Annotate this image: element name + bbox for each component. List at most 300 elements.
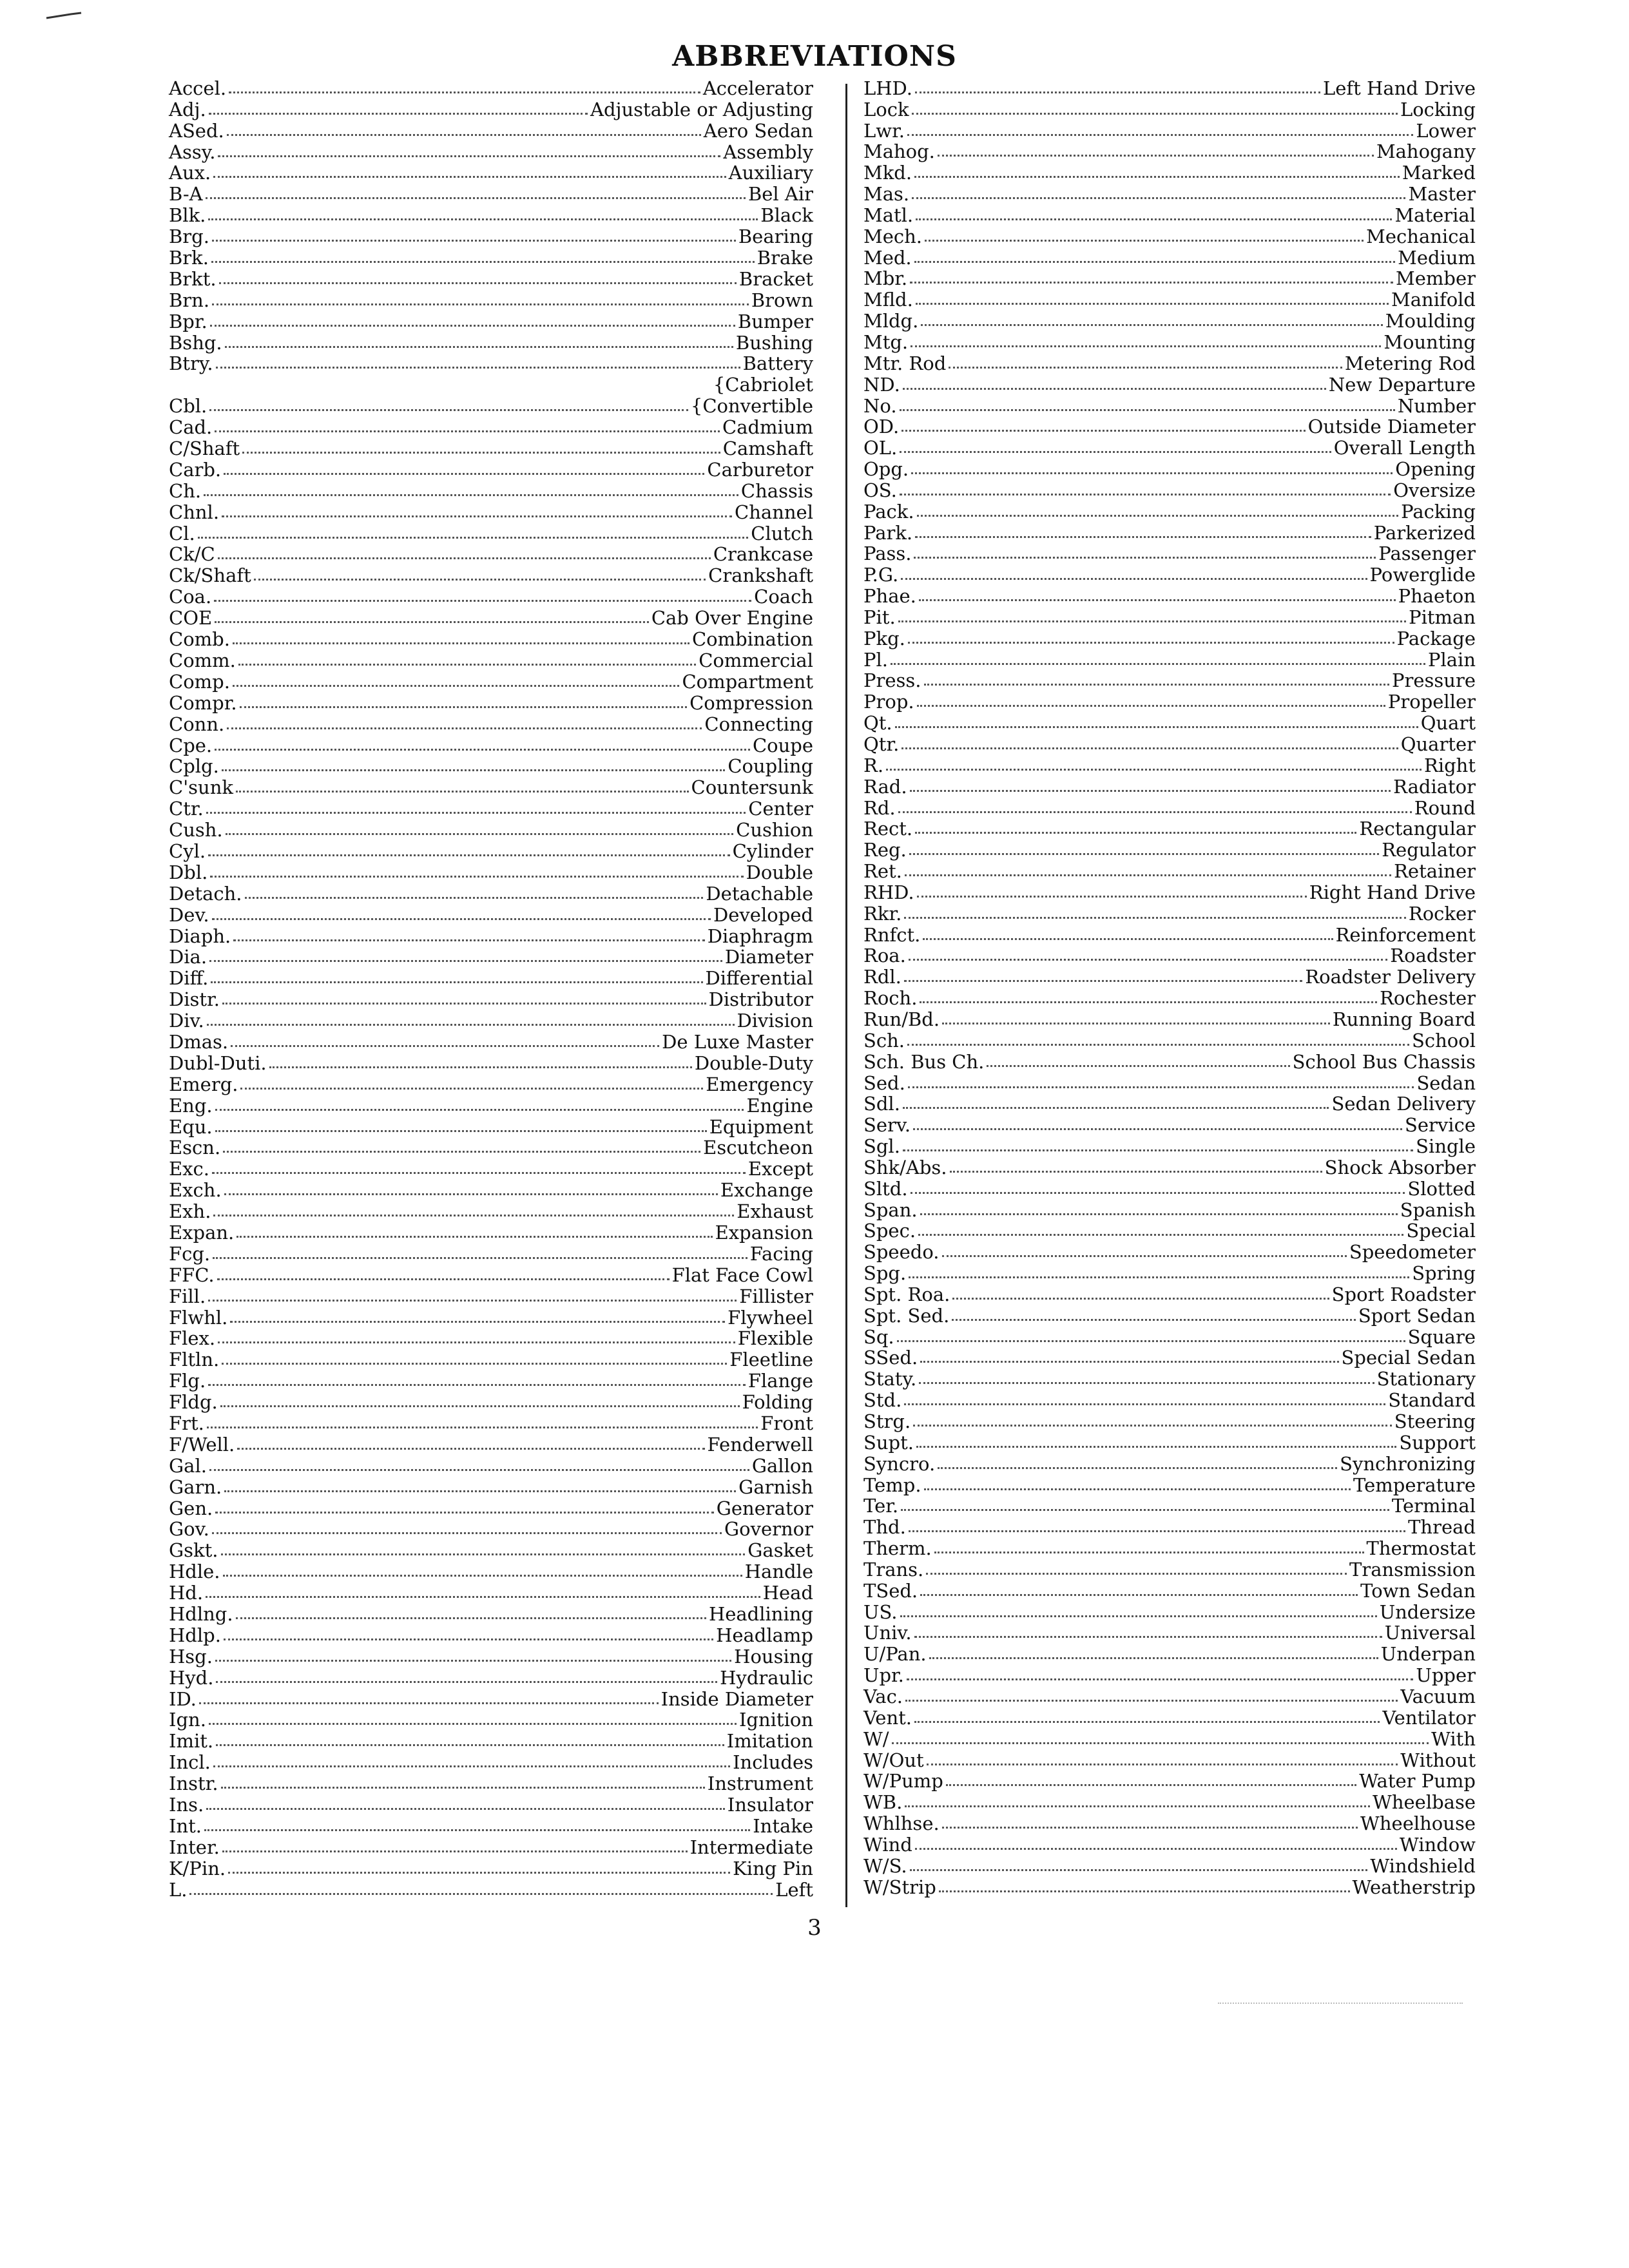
dot-leader: [210, 875, 743, 878]
abbreviation-term: Run/Bd.: [863, 1008, 940, 1030]
abbreviation-entry: [863, 839, 1476, 860]
abbreviation-entry: [863, 649, 1476, 670]
dot-leader: [901, 577, 1367, 580]
abbreviation-entry: [169, 883, 813, 904]
abbreviation-entry: [863, 99, 1476, 120]
abbreviation-term: Imit.: [169, 1730, 214, 1753]
dot-leader: [942, 1022, 1330, 1024]
abbreviation-meaning: Master: [1408, 183, 1476, 206]
abbreviation-term: Sch. Bus Ch.: [863, 1050, 985, 1073]
abbreviation-term: Syncro.: [863, 1452, 936, 1475]
abbreviation-term: L.: [169, 1878, 188, 1901]
abbreviation-term: Ret.: [863, 860, 902, 883]
dot-leader: [240, 706, 687, 708]
dot-leader: [915, 535, 1371, 538]
abbreviation-entry: [863, 1686, 1476, 1707]
abbreviation-meaning: De Luxe Master: [662, 1030, 813, 1053]
dot-leader: [920, 1001, 1377, 1003]
abbreviation-entry: [863, 162, 1476, 183]
abbreviation-entry: [863, 1664, 1476, 1686]
abbreviation-entry: [863, 860, 1476, 881]
abbreviation-term: Adj.: [169, 98, 206, 120]
abbreviation-meaning: Expansion: [715, 1221, 813, 1244]
abbreviation-entry: [863, 585, 1476, 606]
dot-leader: [914, 1720, 1380, 1723]
abbreviation-term: OD.: [863, 416, 900, 438]
abbreviation-term: Dev.: [169, 903, 209, 926]
abbreviation-meaning: Except: [747, 1158, 813, 1180]
abbreviation-meaning: Medium: [1398, 246, 1476, 269]
abbreviation-meaning: Window: [1399, 1833, 1476, 1856]
abbreviation-meaning: Metering Rod: [1344, 352, 1476, 374]
abbreviation-term: OS.: [863, 479, 897, 501]
abbreviation-meaning: Hydraulic: [720, 1666, 813, 1689]
abbreviation-meaning: {Convertible: [690, 395, 813, 418]
abbreviation-term: Roa.: [863, 945, 906, 967]
abbreviation-term: Press.: [863, 669, 921, 692]
abbreviation-meaning: Cylinder: [732, 840, 813, 862]
abbreviation-term: Detach.: [169, 882, 242, 905]
dot-leader: [237, 1447, 704, 1450]
abbreviation-entry: [863, 628, 1476, 649]
abbreviation-term: Exc.: [169, 1158, 209, 1180]
dot-leader: [218, 557, 711, 559]
abbreviation-term: Dbl.: [169, 861, 208, 883]
abbreviation-term: Sed.: [863, 1072, 905, 1094]
abbreviation-term: Pl.: [863, 648, 889, 671]
abbreviation-entry: [169, 798, 813, 819]
abbreviation-term: Comp.: [169, 670, 230, 693]
dot-leader: [952, 1297, 1329, 1300]
abbreviation-meaning: Right: [1423, 754, 1476, 776]
abbreviation-meaning: Special: [1406, 1220, 1476, 1242]
abbreviation-entry: [863, 1093, 1476, 1115]
abbreviation-term: Shk/Abs.: [863, 1156, 947, 1178]
abbreviation-entry: [863, 1347, 1476, 1369]
abbreviation-term: F/Well.: [169, 1433, 235, 1456]
abbreviation-term: Comm.: [169, 649, 236, 671]
abbreviation-term: Brkt.: [169, 267, 217, 290]
abbreviation-meaning: Stationary: [1376, 1368, 1476, 1390]
abbreviation-entry: [169, 756, 813, 777]
dot-leader: [987, 1064, 1289, 1067]
abbreviation-meaning: Commercial: [699, 649, 813, 671]
abbreviation-term: Equ.: [169, 1115, 213, 1138]
abbreviation-entry: [863, 1283, 1476, 1305]
abbreviation-term: Spec.: [863, 1220, 916, 1242]
dot-leader: [911, 472, 1393, 474]
dot-leader: [210, 324, 735, 327]
abbreviation-term: Rect.: [863, 818, 913, 840]
abbreviation-meaning: Instrument: [707, 1773, 813, 1795]
abbreviation-meaning: Underpan: [1380, 1643, 1476, 1666]
abbreviation-entry: [863, 1622, 1476, 1644]
dot-leader: [208, 854, 730, 856]
dot-leader: [204, 494, 738, 496]
abbreviation-term: Cplg.: [169, 755, 219, 778]
dot-leader: [204, 1829, 750, 1831]
dot-leader: [211, 981, 702, 983]
abbreviation-meaning: Folding: [742, 1391, 813, 1414]
abbreviation-term: ID.: [169, 1687, 197, 1710]
abbreviation-term: Whlhse.: [863, 1812, 940, 1835]
abbreviation-meaning: Bumper: [737, 310, 813, 332]
abbreviation-term: Exh.: [169, 1200, 211, 1223]
abbreviation-term: Phae.: [863, 585, 916, 608]
abbreviation-meaning: Passenger: [1378, 543, 1476, 565]
abbreviation-entry: [169, 544, 813, 565]
dot-leader: [224, 472, 704, 475]
dot-leader: [206, 1807, 725, 1810]
abbreviation-meaning: Upper: [1416, 1664, 1476, 1687]
abbreviation-meaning: Outside Diameter: [1307, 416, 1476, 438]
dot-leader: [209, 408, 688, 411]
dot-leader: [225, 345, 733, 348]
abbreviation-meaning: Crankshaft: [708, 564, 813, 587]
abbreviation-meaning: Crankcase: [713, 543, 813, 566]
abbreviation-entry: [863, 564, 1476, 585]
abbreviation-term: Int.: [169, 1814, 202, 1837]
abbreviation-meaning: Retainer: [1394, 860, 1476, 883]
abbreviation-term: Coa.: [169, 586, 212, 608]
abbreviation-meaning: Marked: [1402, 162, 1476, 184]
dot-leader: [224, 1638, 713, 1640]
abbreviation-entry: [863, 374, 1476, 395]
abbreviation-term: Mahog.: [863, 140, 935, 163]
dot-leader: [907, 1043, 1409, 1046]
dot-leader: [900, 1615, 1377, 1617]
abbreviation-meaning: Roadster: [1390, 945, 1476, 967]
abbreviation-entry: [863, 776, 1476, 797]
abbreviation-term: Instr.: [169, 1773, 218, 1795]
abbreviation-entry: [169, 967, 813, 988]
abbreviation-entry: [169, 1243, 813, 1264]
abbreviation-meaning: Assembly: [723, 140, 813, 163]
abbreviation-term: Sltd.: [863, 1177, 908, 1200]
abbreviation-entry: [863, 204, 1476, 226]
dot-leader: [213, 1256, 747, 1259]
abbreviation-term: Incl.: [169, 1751, 211, 1774]
abbreviation-term: Serv.: [863, 1114, 911, 1137]
abbreviation-entry: [169, 1285, 813, 1307]
abbreviation-meaning: Countersunk: [691, 776, 813, 799]
abbreviation-meaning: Garnish: [738, 1475, 813, 1498]
abbreviation-meaning: Transmission: [1349, 1558, 1476, 1581]
dot-leader: [214, 599, 751, 602]
abbreviation-meaning: Developed: [713, 903, 813, 926]
abbreviation-meaning: Escutcheon: [703, 1137, 813, 1159]
abbreviation-term: Emerg.: [169, 1073, 238, 1095]
dot-leader: [908, 641, 1394, 644]
abbreviation-entry: [169, 925, 813, 947]
abbreviation-term: SSed.: [863, 1347, 918, 1369]
abbreviation-entry: [863, 1199, 1476, 1220]
abbreviation-entry: [169, 1794, 813, 1815]
dot-leader: [222, 515, 732, 517]
abbreviation-entry: [169, 1455, 813, 1476]
dot-leader: [910, 789, 1391, 792]
abbreviation-term: Chnl.: [169, 501, 220, 523]
abbreviation-meaning: Lower: [1416, 119, 1476, 142]
abbreviation-entry: [169, 120, 813, 141]
abbreviation-meaning: Moulding: [1385, 310, 1476, 332]
abbreviation-meaning: Housing: [734, 1645, 813, 1667]
abbreviation-entry: [863, 1326, 1476, 1347]
abbreviation-entry: [169, 819, 813, 840]
abbreviation-term: Thd.: [863, 1516, 906, 1539]
dot-leader: [206, 197, 746, 199]
abbreviation-term: Pkg.: [863, 627, 905, 649]
dot-leader: [240, 1087, 703, 1090]
abbreviation-meaning: Water Pump: [1359, 1770, 1476, 1792]
abbreviation-entry: [169, 1116, 813, 1137]
abbreviation-entry: [863, 1771, 1476, 1792]
abbreviation-entry: [169, 395, 813, 416]
abbreviation-entry: [169, 459, 813, 480]
dot-leader: [254, 578, 706, 581]
abbreviation-term: Distr.: [169, 988, 220, 1011]
abbreviation-entry: [169, 1815, 813, 1836]
dot-leader: [913, 1128, 1402, 1130]
abbreviation-entry: [863, 1262, 1476, 1283]
abbreviation-meaning: Reinforcement: [1335, 923, 1476, 946]
abbreviation-entry: [863, 712, 1476, 733]
dot-leader: [217, 1278, 670, 1280]
abbreviation-meaning: Wheelbase: [1373, 1791, 1476, 1814]
dot-leader: [895, 726, 1418, 728]
dot-leader: [242, 451, 720, 454]
abbreviation-term: Hd.: [169, 1582, 204, 1604]
abbreviation-term: W/S.: [863, 1854, 907, 1877]
abbreviation-meaning: Double: [746, 861, 813, 883]
dot-leader: [215, 430, 720, 432]
abbreviation-entry: [169, 564, 813, 586]
abbreviation-meaning: Terminal: [1391, 1495, 1476, 1517]
abbreviation-term: Vac.: [863, 1685, 903, 1707]
abbreviation-term: RHD.: [863, 881, 914, 903]
abbreviation-term: LHD.: [863, 77, 912, 99]
dot-leader: [909, 1530, 1405, 1532]
abbreviation-entry: [169, 1836, 813, 1858]
abbreviation-meaning: Channel: [735, 501, 813, 523]
abbreviation-term: Trans.: [863, 1558, 924, 1581]
abbreviation-meaning: Engine: [746, 1094, 813, 1117]
abbreviation-meaning: Gasket: [747, 1539, 813, 1562]
abbreviation-entry: [169, 1391, 813, 1412]
abbreviation-entry: [863, 522, 1476, 543]
dot-leader: [942, 1826, 1358, 1829]
abbreviation-entry: [863, 479, 1476, 501]
abbreviation-meaning: Ignition: [738, 1709, 813, 1731]
dot-leader: [905, 1805, 1370, 1807]
abbreviation-meaning: Manifold: [1391, 289, 1476, 311]
abbreviation-term: Std.: [863, 1389, 902, 1412]
abbreviation-entry: [169, 1200, 813, 1222]
abbreviation-meaning: School Bus Chassis: [1292, 1050, 1476, 1073]
page-title: ABBREVIATIONS: [672, 40, 957, 73]
abbreviation-term: Div.: [169, 1010, 204, 1032]
abbreviation-meaning: Thread: [1408, 1516, 1476, 1539]
abbreviation-term: Sch.: [863, 1029, 905, 1052]
abbreviation-meaning: Single: [1416, 1135, 1476, 1158]
abbreviation-entry: [169, 523, 813, 544]
abbreviation-entry: [863, 268, 1476, 289]
dot-leader: [923, 937, 1333, 940]
dot-leader: [215, 1659, 731, 1662]
dot-leader: [222, 1362, 727, 1365]
abbreviation-entry: [169, 501, 813, 523]
dot-leader: [897, 1340, 1405, 1342]
abbreviation-meaning: Radiator: [1393, 775, 1476, 798]
dot-leader: [909, 958, 1387, 961]
abbreviation-term: Upr.: [863, 1664, 904, 1687]
dot-leader: [939, 1890, 1350, 1892]
abbreviation-meaning: Brown: [751, 289, 813, 311]
dot-leader: [206, 1595, 760, 1598]
abbreviation-meaning: Rocker: [1408, 902, 1476, 925]
abbreviation-entry: [863, 1368, 1476, 1389]
dot-leader: [952, 1318, 1355, 1321]
dot-leader: [269, 1066, 692, 1068]
dot-leader: [901, 747, 1398, 749]
abbreviation-meaning: Cushion: [736, 819, 813, 841]
abbreviation-term: Rdl.: [863, 966, 901, 988]
abbreviation-entry: [169, 1010, 813, 1031]
abbreviation-entry: [863, 903, 1476, 924]
abbreviation-term: C'sunk: [169, 776, 233, 799]
abbreviation-meaning: Sport Sedan: [1358, 1304, 1476, 1327]
dot-leader: [211, 260, 755, 263]
abbreviation-term: Temp.: [863, 1474, 921, 1496]
abbreviation-entry: [863, 247, 1476, 268]
abbreviation-meaning: Diameter: [724, 946, 813, 968]
abbreviation-term: Accel.: [169, 77, 227, 99]
dot-leader: [926, 1572, 1347, 1575]
abbreviation-entry: [863, 966, 1476, 987]
abbreviation-meaning: Combination: [691, 628, 813, 651]
abbreviation-meaning: Weatherstrip: [1352, 1876, 1476, 1898]
dot-leader: [910, 1869, 1368, 1871]
abbreviation-meaning: {Cabriolet: [713, 374, 813, 396]
abbreviation-term: Garn.: [169, 1475, 222, 1498]
abbreviation-meaning: Overall Length: [1333, 437, 1476, 459]
abbreviation-meaning: Head: [762, 1582, 813, 1604]
dot-leader: [213, 1765, 730, 1767]
abbreviation-term: Mtg.: [863, 331, 909, 353]
dot-leader: [901, 1508, 1389, 1511]
abbreviation-term: Rkr.: [863, 902, 902, 925]
abbreviation-meaning: Service: [1405, 1114, 1476, 1137]
abbreviation-meaning: Intermediate: [689, 1836, 813, 1858]
abbreviation-entry: [169, 289, 813, 311]
abbreviation-meaning: Spanish: [1400, 1198, 1476, 1221]
dot-leader: [199, 1702, 659, 1704]
abbreviation-term: W/Out: [863, 1749, 924, 1771]
abbreviation-entry: [169, 1603, 813, 1624]
abbreviation-term: Dia.: [169, 946, 207, 968]
dot-leader: [919, 1381, 1374, 1384]
dot-leader: [892, 1742, 1429, 1744]
abbreviation-term: Lwr.: [863, 119, 905, 142]
abbreviation-term: Frt.: [169, 1412, 204, 1434]
abbreviation-meaning: Special Sedan: [1341, 1347, 1476, 1369]
abbreviation-entry: [169, 1624, 813, 1646]
abbreviation-term: Fltln.: [169, 1349, 220, 1371]
abbreviation-meaning: Opening: [1395, 458, 1476, 481]
abbreviation-entry: [863, 1495, 1476, 1517]
abbreviation-meaning: Emergency: [706, 1073, 813, 1095]
abbreviation-entry: [169, 1730, 813, 1751]
abbreviation-term: Cl.: [169, 522, 195, 544]
abbreviation-entry: [169, 1052, 813, 1073]
abbreviation-meaning: Pitman: [1409, 606, 1476, 628]
abbreviation-term: Dubl-Duti.: [169, 1052, 267, 1074]
abbreviation-meaning: Clutch: [751, 522, 813, 544]
abbreviation-term: Sq.: [863, 1325, 894, 1348]
abbreviation-entry: [169, 735, 813, 756]
abbreviation-term: Strg.: [863, 1410, 911, 1432]
abbreviation-term: Eng.: [169, 1094, 213, 1117]
abbreviation-entry: [863, 310, 1476, 331]
abbreviation-meaning: Package: [1396, 627, 1476, 649]
abbreviation-meaning: Mechanical: [1366, 225, 1476, 247]
abbreviation-meaning: Member: [1396, 267, 1476, 290]
abbreviation-term: TSed.: [863, 1579, 918, 1602]
abbreviation-meaning: Aero Sedan: [703, 119, 813, 142]
abbreviation-meaning: With: [1431, 1727, 1476, 1750]
dot-leader: [221, 1786, 705, 1789]
abbreviation-entry: [169, 1497, 813, 1519]
abbreviation-term: Supt.: [863, 1431, 914, 1454]
dot-leader: [215, 1108, 744, 1111]
abbreviation-meaning: King Pin: [733, 1857, 813, 1879]
abbreviation-meaning: Material: [1394, 204, 1476, 226]
abbreviation-entry: [169, 1519, 813, 1540]
abbreviation-entry: [169, 1307, 813, 1328]
abbreviation-entry: [863, 1389, 1476, 1410]
dot-leader: [213, 175, 726, 178]
dot-leader: [222, 1002, 706, 1004]
abbreviation-term: Sgl.: [863, 1135, 900, 1158]
dot-leader: [924, 683, 1389, 686]
dot-leader: [209, 1468, 749, 1471]
dot-leader: [215, 748, 750, 751]
abbreviation-term: Roch.: [863, 987, 918, 1010]
abbreviation-entry: [863, 1220, 1476, 1242]
dot-leader: [218, 155, 720, 157]
dot-leader: [208, 218, 758, 220]
abbreviation-term: W/: [863, 1727, 889, 1750]
abbreviation-entry: [863, 1474, 1476, 1495]
abbreviation-meaning: Detachable: [706, 882, 813, 905]
dot-leader: [919, 599, 1396, 601]
abbreviation-term: Spt. Sed.: [863, 1304, 950, 1327]
abbreviation-entry: [169, 1137, 813, 1158]
abbreviation-meaning: Thermostat: [1366, 1537, 1476, 1560]
abbreviation-term: B-A: [169, 183, 203, 206]
abbreviation-entry: [169, 1751, 813, 1773]
abbreviation-term: Qt.: [863, 712, 892, 735]
dot-leader: [212, 239, 736, 242]
dot-leader: [222, 769, 726, 771]
abbreviation-meaning: Flexible: [737, 1327, 813, 1350]
abbreviation-entry: [169, 437, 813, 459]
abbreviation-term: Diff.: [169, 967, 209, 990]
abbreviation-meaning: Round: [1414, 796, 1476, 819]
abbreviation-meaning: Imitation: [726, 1730, 813, 1753]
abbreviation-meaning: Coach: [754, 586, 813, 608]
dot-leader: [222, 1850, 688, 1852]
